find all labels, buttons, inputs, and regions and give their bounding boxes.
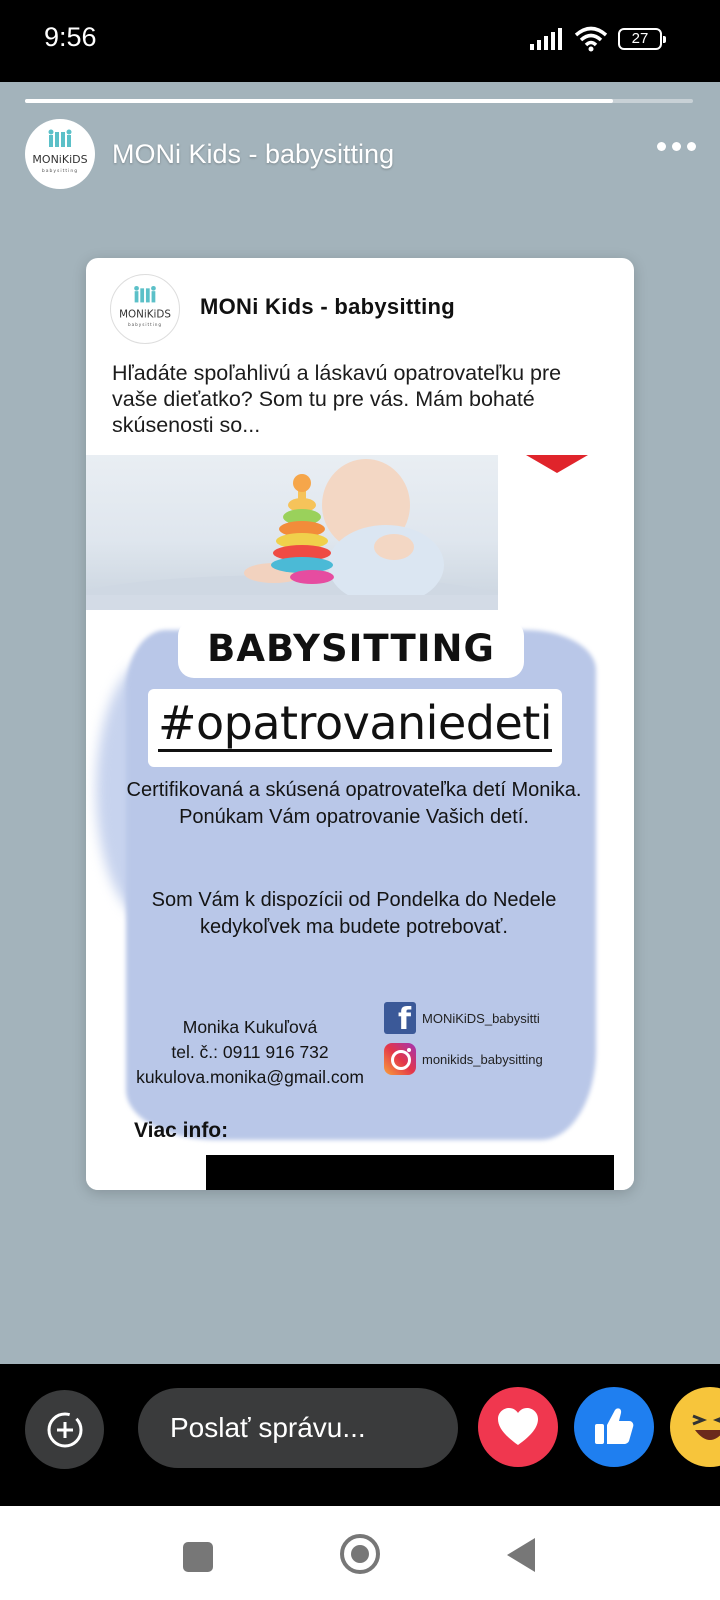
- send-message-input[interactable]: Poslať správu...: [138, 1388, 458, 1468]
- battery-indicator: 27: [618, 28, 662, 50]
- black-bar: [206, 1155, 614, 1190]
- status-bar: [0, 0, 720, 82]
- contact-phone: tel. č.: 0911 916 732: [171, 1042, 329, 1062]
- monikids-logo-icon: [27, 121, 93, 187]
- contact-name: Monika Kukuľová: [182, 1017, 318, 1037]
- status-time: 9:56: [44, 22, 97, 52]
- post-page-name[interactable]: MONi Kids - babysitting: [200, 294, 456, 319]
- laughing-face-icon: [685, 1402, 720, 1452]
- system-nav-bar: [0, 1506, 720, 1600]
- svg-text:MONiKiDS: MONiKiDS: [32, 153, 88, 166]
- baby-with-toy-illustration: [86, 455, 498, 610]
- baby-photo: [86, 455, 498, 610]
- svg-text:babysitting: babysitting: [41, 169, 79, 174]
- add-to-story-button[interactable]: [25, 1390, 104, 1469]
- more-info-label: Viac info:: [134, 1119, 229, 1142]
- recent-apps-button[interactable]: [183, 1542, 213, 1572]
- love-reaction-button[interactable]: [478, 1387, 558, 1467]
- svg-text:MONiKiDS: MONiKiDS: [119, 308, 171, 321]
- story-title[interactable]: MONi Kids - babysitting: [112, 139, 395, 169]
- flyer-title: BABYSITTING: [178, 620, 524, 678]
- svg-text:babysitting: babysitting: [128, 321, 162, 327]
- thumbs-up-icon: [592, 1406, 636, 1448]
- like-reaction-button[interactable]: [574, 1387, 654, 1467]
- heart-icon: [496, 1407, 540, 1447]
- dot-icon: [687, 142, 696, 151]
- more-options-button[interactable]: [657, 142, 696, 151]
- post-text: Hľadáte spoľahlivú a láskavú opatrovateľku pre vaše dieťatko? Som tu pre vás. Mám bohaté skúsenosti so...: [112, 361, 562, 437]
- shared-post-card[interactable]: [86, 258, 634, 1190]
- haha-reaction-button[interactable]: [670, 1387, 720, 1467]
- story-progress-fill: [25, 99, 613, 103]
- dot-icon: [657, 142, 666, 151]
- contact-info: [134, 1015, 366, 1090]
- facebook-handle: MONiKiDS_babysitti: [422, 1010, 540, 1026]
- contact-email: kukulova.monika@gmail.com: [136, 1067, 364, 1087]
- post-image[interactable]: [86, 455, 634, 1190]
- status-icons: [530, 26, 662, 52]
- instagram-icon: [384, 1043, 416, 1075]
- flyer-paragraph-2: Som Vám k dispozícii od Pondelka do Nedele kedykoľvek ma budete potrebovať.: [151, 889, 557, 938]
- hashtag-box: [148, 689, 562, 767]
- facebook-contact: [384, 1002, 540, 1034]
- instagram-handle: monikids_babysitting: [422, 1051, 543, 1067]
- ribbon-decoration: [526, 455, 588, 473]
- flyer-hashtag: #opatrovaniedeti: [157, 696, 553, 750]
- back-button[interactable]: [507, 1538, 535, 1572]
- signal-icon: [530, 28, 564, 50]
- story-avatar[interactable]: [25, 119, 95, 189]
- story-viewer[interactable]: [0, 82, 720, 1364]
- instagram-contact: [384, 1043, 543, 1075]
- add-circle-icon: [45, 1410, 85, 1450]
- dot-icon: [672, 142, 681, 151]
- flyer-paragraph-1: Certifikovaná a skúsená opatrovateľka detí Monika. Ponúkam Vám opatrovanie Vašich detí.: [126, 779, 582, 828]
- reply-bar: [0, 1364, 720, 1506]
- home-button[interactable]: [340, 1534, 380, 1574]
- story-progress-track: [25, 99, 693, 103]
- monikids-logo-icon: [114, 278, 176, 340]
- wifi-icon: [574, 26, 608, 52]
- facebook-icon: [384, 1002, 416, 1034]
- post-avatar[interactable]: [110, 274, 180, 344]
